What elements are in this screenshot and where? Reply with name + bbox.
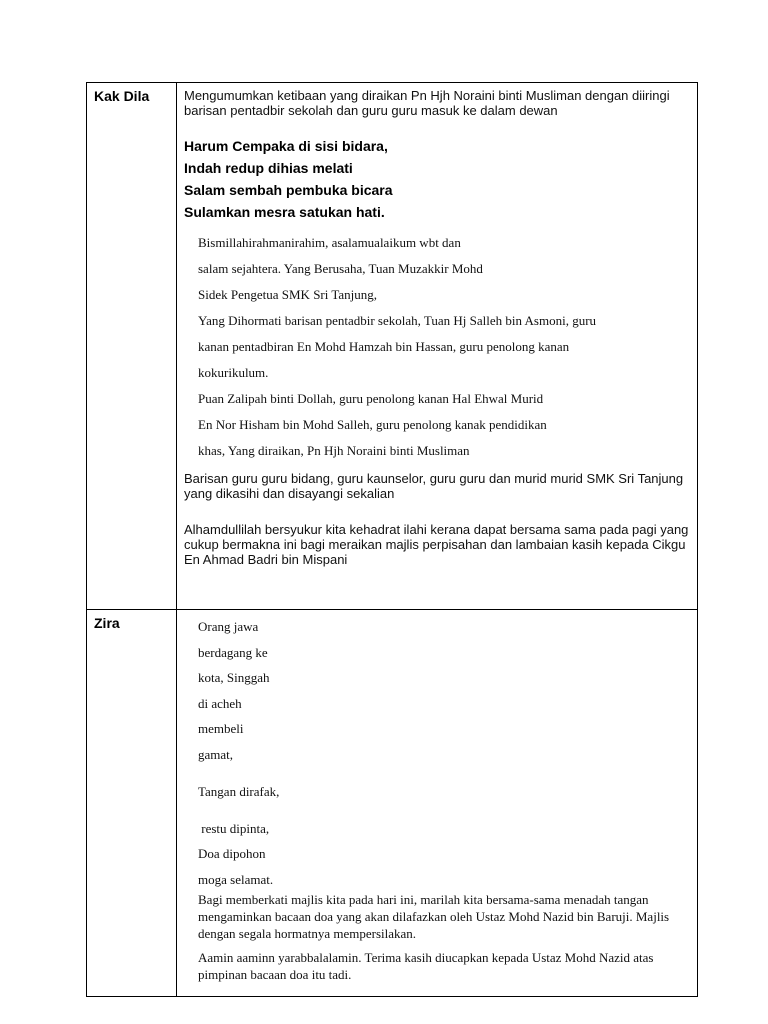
pantun-line: restu dipinta, bbox=[198, 820, 270, 836]
greeting-line: En Nor Hisham bin Mohd Salleh, guru penolong kanak pendidikan bbox=[198, 417, 547, 432]
pantun-line: Tangan dirafak, bbox=[198, 783, 280, 799]
speaker-name: Zira bbox=[87, 610, 177, 997]
pantun-line: di acheh bbox=[198, 695, 242, 711]
greeting-line: Yang Dihormati barisan pentadbir sekolah, Tuan Hj Salleh bin Asmoni, guru bbox=[198, 313, 597, 328]
table-row bbox=[87, 610, 698, 997]
pantun-line: gamat, bbox=[198, 746, 234, 762]
script-table bbox=[86, 82, 698, 997]
pantun-line: membeli bbox=[198, 721, 244, 736]
greeting-line: Bismillahirahmanirahim, asalamualaikum wbt dan bbox=[198, 235, 461, 250]
speaker-script bbox=[177, 610, 698, 997]
speaker-name: Kak Dila bbox=[87, 83, 177, 610]
script-document bbox=[86, 82, 698, 997]
greeting-line: Puan Zalipah binti Dollah, guru penolong kanan Hal Ehwal Murid bbox=[198, 391, 544, 406]
pantun-line: Salam sembah pembuka bicara bbox=[184, 182, 393, 198]
table-row bbox=[87, 83, 698, 610]
greeting-line: salam sejahtera. Yang Berusaha, Tuan Muzakkir Mohd bbox=[198, 261, 483, 276]
pantun-line: Indah redup dihias melati bbox=[184, 160, 353, 176]
greeting-line: khas, Yang diraikan, Pn Hjh Noraini binti Musliman bbox=[198, 443, 470, 458]
pantun-line: Sulamkan mesra satukan hati. bbox=[184, 204, 385, 220]
greeting-line: kanan pentadbiran En Mohd Hamzah bin Hassan, guru penolong kanan bbox=[198, 339, 570, 354]
pantun-line: kota, Singgah bbox=[198, 670, 270, 685]
opening-pantun bbox=[184, 135, 697, 223]
speaker-script bbox=[177, 83, 698, 610]
pantun-line: berdagang ke bbox=[198, 644, 268, 660]
pantun-line: Orang jawa bbox=[198, 619, 259, 634]
pantun-line: Harum Cempaka di sisi bidara, bbox=[184, 138, 388, 154]
audience-paragraph: Barisan guru guru bidang, guru kaunselor, guru guru dan murid murid SMK Sri Tanjung yang dikasihi dan disayangi sekalian bbox=[184, 471, 684, 501]
greeting-line: kokurikulum. bbox=[198, 365, 269, 380]
opening-paragraph: Alhamdullilah bersyukur kita kehadrat ilahi kerana dapat bersama sama pada pagi yang cukup bermakna ini bagi meraikan majlis perpisahan dan lambaian kasih kepada Cikgu En Ahmad Badri bin Mispani bbox=[184, 522, 689, 567]
pantun-line: Doa dipohon bbox=[198, 846, 266, 861]
greeting-line: Sidek Pengetua SMK Sri Tanjung, bbox=[198, 287, 378, 302]
greeting-block bbox=[184, 235, 697, 469]
pantun-line: moga selamat. bbox=[198, 871, 274, 887]
doa-pantun bbox=[184, 619, 697, 897]
doa-invitation-paragraph: Bagi memberkati majlis kita pada hari ini, marilah kita bersama-sama menadah tangan mengaminkan bacaan doa yang akan dilafazkan oleh Ustaz Mohd Nazid bin Baruji. Majlis dengan segala hormatnya mempersilakan. bbox=[198, 892, 670, 941]
intro-text: Mengumumkan ketibaan yang diraikan Pn Hjh Noraini binti Musliman dengan diiringi barisan pentadbir sekolah dan guru guru masuk ke dalam dewan bbox=[184, 88, 670, 118]
doa-thanks-paragraph: Aamin aaminn yarabbalalamin. Terima kasih diucapkan kepada Ustaz Mohd Nazid atas pimpinan bacaan doa itu tadi. bbox=[198, 950, 654, 982]
